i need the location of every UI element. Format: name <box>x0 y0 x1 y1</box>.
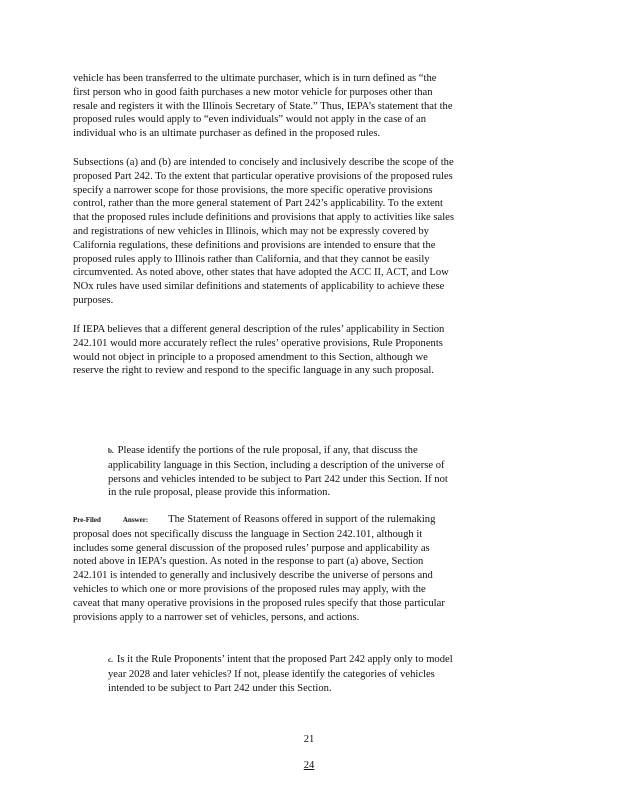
text-line: If IEPA believes that a different general description of the rules’ applicability in Section <box>73 324 445 335</box>
question-b-first-line <box>108 444 508 459</box>
page-number-secondary <box>0 760 618 771</box>
text-line: and registrations of new vehicles in Illinois, which may not be expressly covered by <box>73 225 429 237</box>
text-line: reserve the right to review and respond to the specific language in any such proposal. <box>73 365 434 377</box>
text-line: provisions apply to a narrower set of vehicles, persons, and actions. <box>73 611 360 623</box>
text-line: NOx rules have used similar definitions and statements of applicability to achieve these <box>73 281 445 293</box>
text-line: resale and registers it with the Illinois Secretary of State.” Thus, IEPA’s statement that the <box>73 100 453 112</box>
text-line: vehicle has been transferred to the ultimate purchaser, which is in turn defined as “the <box>73 73 437 84</box>
text-line: persons and vehicles intended to be subject to Part 242 under this Section. If not <box>108 473 448 485</box>
paragraph-ultimate-purchaser <box>73 72 511 141</box>
text-line: Is it the Rule Proponents’ intent that the proposed Part 242 apply only to model <box>116 654 453 665</box>
question-c <box>108 653 508 695</box>
text-line: individual who is an ultimate purchaser as defined in the proposed rules. <box>73 128 381 140</box>
paragraph-subsections-scope <box>73 156 511 308</box>
text-line: in the rule proposal, please provide this information. <box>108 487 331 499</box>
text-line: that the proposed rules include definitions and provisions that apply to activities like sales <box>73 212 455 224</box>
text-line: caveat that many operative provisions in the proposed rules specify that those particular <box>73 597 445 609</box>
answer-label: Answer: <box>122 516 149 524</box>
text-line: would not object in principle to a proposed amendment to this Section, although we <box>73 351 428 363</box>
text-line: control, rather than the more general statement of Part 242’s applicability. To the extent <box>73 198 443 210</box>
text-line: proposed Part 242. To the extent that particular operative provisions of the proposed rules <box>73 170 453 182</box>
prefiled-label: Pre-Filed <box>73 516 101 524</box>
answer-b-first-line <box>73 513 511 528</box>
text-line: vehicles to which one or more provisions of the proposed rules may apply, with the <box>73 583 426 595</box>
text-line: circumvented. As noted above, other states that have adopted the ACC II, ACT, and Low <box>73 267 449 279</box>
text-line: applicability language in this Section, including a description of the universe of <box>108 459 445 471</box>
question-b <box>108 444 508 500</box>
text-line: noted above in IEPA’s question. As noted in the response to part (a) above, Section <box>73 556 424 568</box>
text-line: proposed rules apply to Illinois rather than California, and that they cannot be easily <box>73 253 430 265</box>
text-line: Subsections (a) and (b) are intended to concisely and inclusively describe the scope of the <box>73 157 454 168</box>
page-number: 21 <box>303 734 315 745</box>
question-b-label: b. <box>108 447 114 455</box>
question-c-label: c. <box>108 656 113 664</box>
text-line: California regulations, these definitions and provisions are intended to ensure that the <box>73 239 436 251</box>
text-line: 242.101 would more accurately reflect the rules’ operative provisions, Rule Proponents <box>73 337 443 349</box>
text-line: Please identify the portions of the rule proposal, if any, that discuss the <box>117 445 418 456</box>
text-line: intended to be subject to Part 242 under this Section. <box>108 682 332 694</box>
text-line: 242.101 is intended to generally and inclusively describe the universe of persons and <box>73 570 433 582</box>
text-line: purposes. <box>73 294 114 306</box>
text-line: year 2028 and later vehicles? If not, please identify the categories of vehicles <box>108 668 435 680</box>
text-line: proposal does not specifically discuss the language in Section 242.101, although it <box>73 528 423 540</box>
page-number-secondary-text: 24 <box>303 760 315 771</box>
paragraph-iepa-amendment <box>73 323 511 378</box>
text-line: proposed rules would apply to “even individuals” would not apply in the case of an <box>73 114 427 126</box>
text-line: first person who in good faith purchases a new motor vehicle for purposes other than <box>73 86 433 98</box>
question-c-first-line <box>108 653 508 668</box>
text-line: The Statement of Reasons offered in support of the rulemaking <box>168 514 436 525</box>
answer-b <box>73 513 511 624</box>
text-line: includes some general discussion of the proposed rules’ purpose and applicability as <box>73 542 430 554</box>
text-line: specify a narrower scope for those provisions, the more specific operative provisions <box>73 184 433 196</box>
